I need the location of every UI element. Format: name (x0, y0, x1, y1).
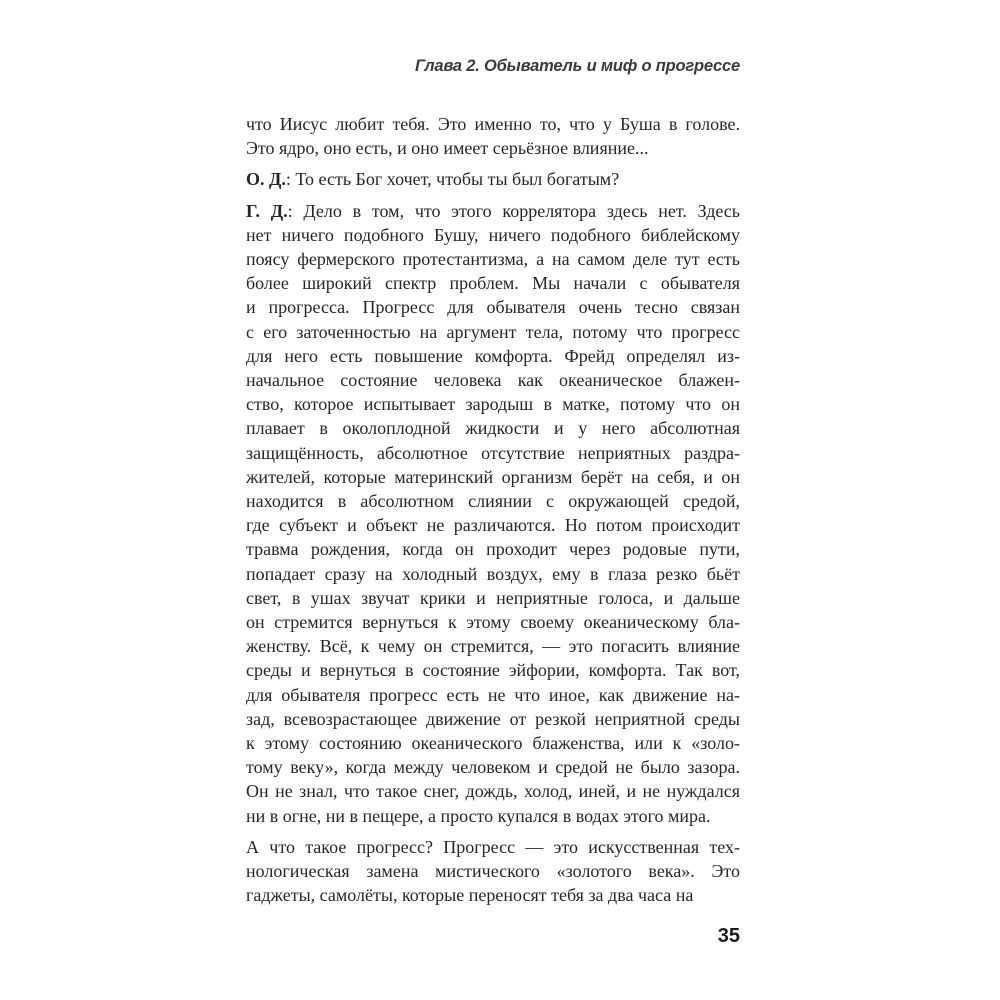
text-line: и прогресса. Прогресс для обывателя очень тесно связан (246, 297, 740, 318)
paragraph (246, 112, 740, 160)
text-line: плавает в околоплодной жидкости и у него абсолютная (246, 418, 740, 439)
paragraph (246, 199, 740, 828)
text-line: Это ядро, оно есть, и оно имеет серьёзное влияние... (246, 138, 649, 159)
text-line: ни в огне, ни в пещере, а просто купался в водах этого мира. (246, 805, 711, 826)
page-text (246, 112, 740, 908)
page-number: 35 (717, 925, 740, 947)
text-line: О. Д.: То есть Бог хочет, чтобы ты был богатым? (246, 169, 620, 190)
text-line: для обывателя прогресс есть не что иное, как движение на- (246, 684, 740, 705)
text-line: находится в абсолютном слиянии с окружающей средой, (246, 491, 740, 512)
text-line: травма рождения, когда он проходит через родовые пути, (246, 539, 740, 560)
text-line: А что такое прогресс? Прогресс — это искусственная тех- (246, 836, 740, 857)
speaker-label: Г. Д. (246, 200, 288, 221)
text-line: он стремится вернуться к этому своему океаническому бла- (246, 612, 740, 633)
text-line: что Иисус любит тебя. Это именно то, что у Буша в голове. (246, 114, 740, 134)
text-line: попадает сразу на холодный воздух, ему в глаза резко бьёт (246, 563, 740, 584)
speaker-label: О. Д. (246, 169, 286, 190)
text-line: Он не знал, что такое снег, дождь, холод, иней, и не нуждался (246, 781, 740, 802)
paragraph (246, 835, 740, 908)
text-line: поясу фермерского протестантизма, а на самом деле тут есть (246, 249, 740, 270)
text-line: женству. Всё, к чему он стремится, — это погасить влияние (246, 636, 740, 657)
text-line: с его заточенностью на аргумент тела, потому что прогресс (246, 321, 740, 342)
running-header: Глава 2. Обыватель и миф о прогрессе (415, 57, 740, 75)
text-line: нет ничего подобного Бушу, ничего подобного библейскому (246, 224, 740, 245)
paragraph (246, 167, 740, 191)
text-line: к этому состоянию океанического блаженства, или к «золо- (246, 733, 740, 754)
text-line: где субъект и объект не различаются. Но потом происходит (246, 515, 740, 536)
text-line: среды и вернуться в состояние эйфории, комфорта. Так вот, (246, 660, 740, 681)
text-line: тому веку», когда между человеком и средой не было зазора. (246, 757, 740, 778)
text-line: ство, которое испытывает зародыш в матке, потому что он (246, 394, 740, 415)
text-line: начальное состояние человека как океаническое блажен- (246, 370, 740, 391)
text-line: Г. Д.: Дело в том, что этого коррелятора здесь нет. Здесь (246, 200, 740, 221)
text-line: нологическая замена мистического «золотого века». Это (246, 861, 740, 882)
text-line: для него есть повышение комфорта. Фрейд определял из- (246, 345, 740, 366)
text-line: жителей, которые материнский организм берёт на себя, и он (246, 466, 740, 487)
text-line: зад, всевозрастающее движение от резкой неприятной среды (246, 708, 740, 729)
text-line: гаджеты, самолёты, которые переносят тебя за два часа на (246, 885, 694, 906)
text-line: защищённость, абсолютное отсутствие неприятных раздра- (246, 442, 740, 463)
text-line: свет, в ушах звучат крики и неприятные голоса, и дальше (246, 587, 740, 608)
text-line: более широкий спектр проблем. Мы начали с обывателя (246, 273, 740, 294)
